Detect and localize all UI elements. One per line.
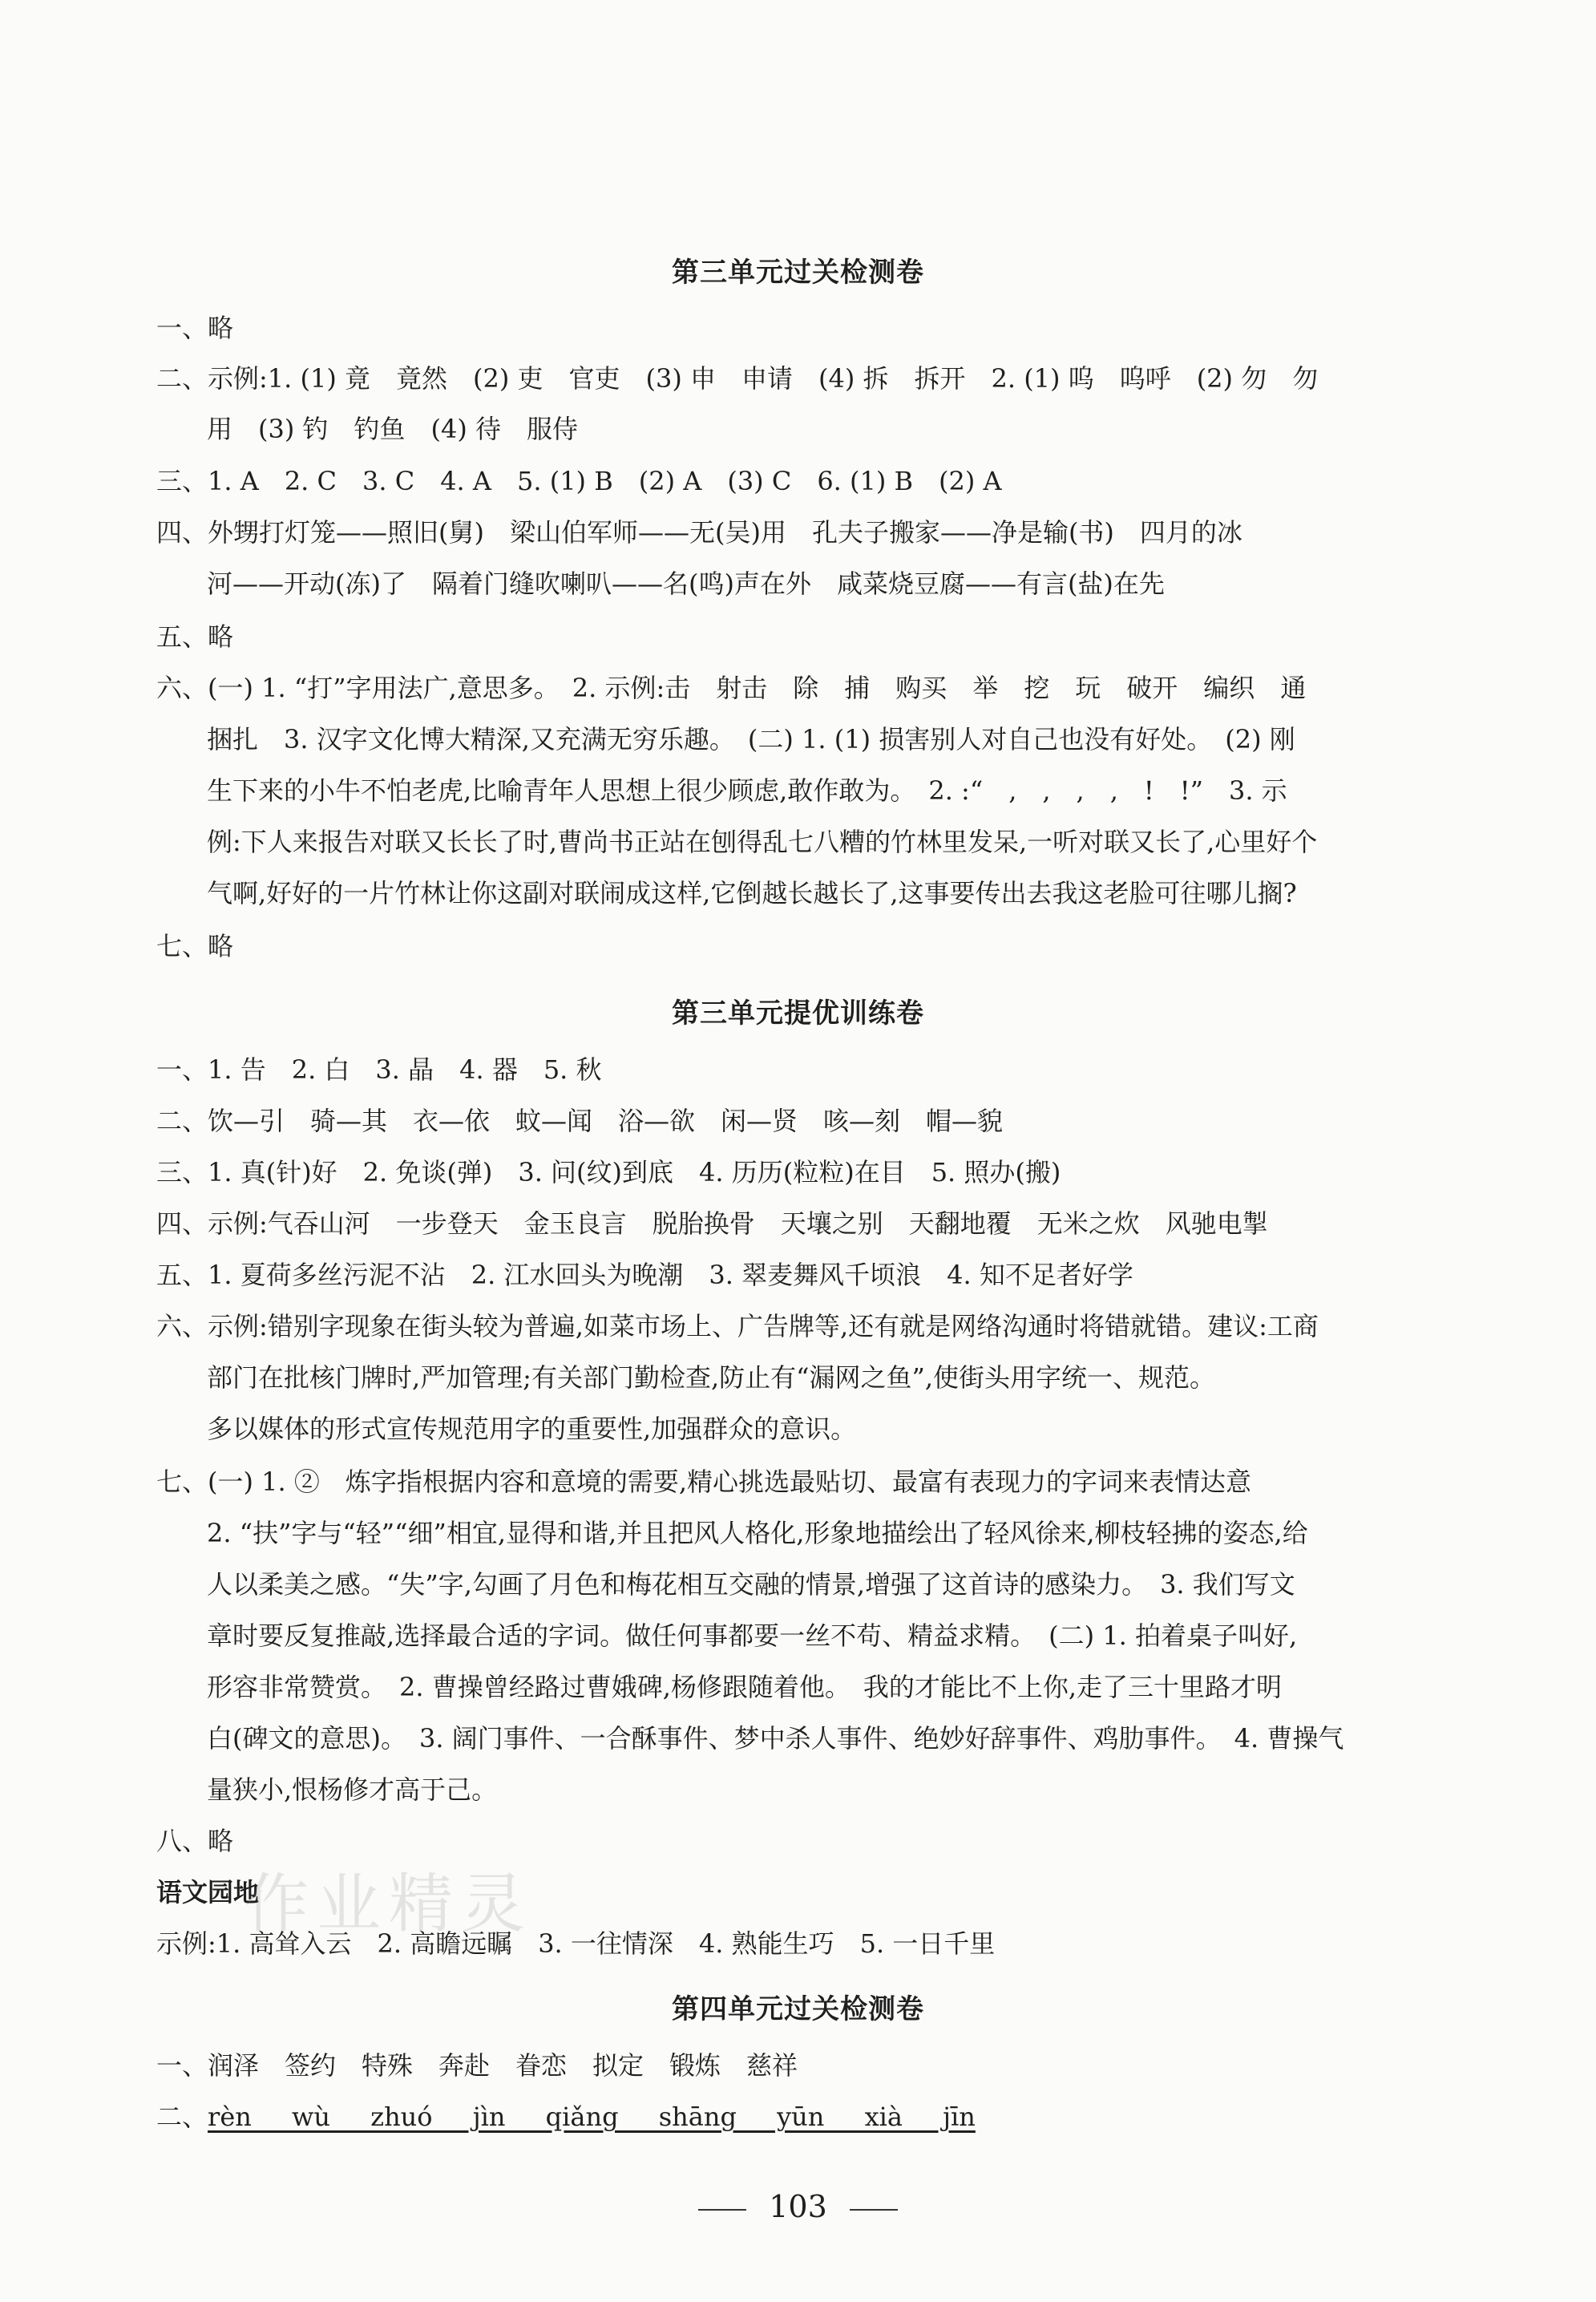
answer-line: 一、润泽 签约 特殊 奔赴 眷恋 拟定 锻炼 慈祥	[156, 2050, 798, 2081]
answer-line: 人以柔美之感。“失”字,勾画了月色和梅花相互交融的情景,增强了这首诗的感染力。 3. 我们写文	[207, 1569, 1295, 1600]
answer-line: 二、饮—引 骑—其 衣—依 蚊—闻 浴—欲 闲—贤 咳—刻 帽—貌	[156, 1106, 1004, 1136]
answer-line: 七、(一) 1. ② 炼字指根据内容和意境的需要,精心挑选最贴切、最富有表现力的字词来表情达意	[156, 1467, 1252, 1497]
section-title: 第四单元过关检测卷	[672, 1993, 924, 2025]
answer-line: 四、示例:气吞山河 一步登天 金玉良言 脱胎换骨 天壤之别 天翻地覆 无米之炊 风驰电掣	[156, 1208, 1268, 1239]
answer-line: 三、1. A 2. C 3. C 4. A 5. (1) B (2) A (3) C 6. (1) B (2) A	[156, 466, 1002, 496]
answer-line: 六、示例:错别字现象在街头较为普遍,如菜市场上、广告牌等,还有就是网络沟通时将错就错。建议:工商	[156, 1311, 1319, 1341]
answer-line: 形容非常赞赏。 2. 曹操曾经路过曹娥碑,杨修跟随着他。 我的才能比不上你,走了三十里路才明	[207, 1672, 1283, 1702]
answer-line: 五、略	[156, 621, 234, 652]
answer-line: 五、1. 夏荷多丝污泥不沾 2. 江水回头为晚潮 3. 翠麦舞风千顷浪 4. 知不足者好学	[156, 1260, 1133, 1290]
answer-line: 部门在批核门牌时,严加管理;有关部门勤检查,防止有“漏网之鱼”,使街头用字统一、规范。	[207, 1362, 1216, 1393]
answer-line: 七、略	[156, 931, 234, 961]
answer-line: 四、外甥打灯笼——照旧(舅) 梁山伯军师——无(吴)用 孔夫子搬家——净是输(书) 四月的冰	[156, 517, 1242, 548]
answer-line: 捆扎 3. 汉字文化博大精深,又充满无穷乐趣。 (二) 1. (1) 损害别人对自己也没有好处。 (2) 刚	[207, 724, 1295, 755]
answer-line: 三、1. 真(针)好 2. 免谈(弹) 3. 问(纹)到底 4. 历历(粒粒)在目 5. 照办(搬)	[156, 1157, 1061, 1187]
answer-line: 多以媒体的形式宣传规范用字的重要性,加强群众的意识。	[207, 1414, 857, 1444]
answer-line: 一、略	[156, 313, 234, 343]
section-title: 第三单元过关检测卷	[672, 257, 924, 289]
answer-line	[156, 2098, 976, 2136]
answer-line: 白(碑文的意思)。 3. 阔门事件、一合酥事件、梦中杀人事件、绝妙好辞事件、鸡肋事件。 4. 曹操气	[207, 1723, 1344, 1754]
answer-line: 章时要反复推敲,选择最合适的字词。做任何事都要一丝不苟、精益求精。 (二) 1. 拍着桌子叫好,	[207, 1620, 1298, 1651]
watermark: 作业精灵	[244, 1867, 533, 1941]
pinyin-answers: rèn wù zhuó jìn qiǎng shāng yūn xià jīn	[208, 2102, 976, 2132]
answer-line: 一、1. 告 2. 白 3. 晶 4. 器 5. 秋	[156, 1054, 602, 1085]
footer-dash-left	[698, 2209, 746, 2211]
page-number: 103	[769, 2189, 827, 2224]
answer-line: 河——开动(冻)了 隔着门缝吹喇叭——名(鸣)声在外 咸菜烧豆腐——有言(盐)在先	[207, 568, 1165, 599]
answer-line: 2. “扶”字与“轻”“细”相宜,显得和谐,并且把风人格化,形象地描绘出了轻风徐来,柳枝轻拂的姿态,给	[207, 1518, 1308, 1548]
page-number-footer	[0, 2189, 1596, 2224]
answer-line: 六、(一) 1. “打”字用法广,意思多。 2. 示例:击 射击 除 捕 购买 举 挖 玩 破开 编织 通	[156, 673, 1307, 703]
answer-prefix: 二、	[156, 2102, 208, 2132]
answer-line: 示例:1. 高耸入云 2. 高瞻远瞩 3. 一往情深 4. 熟能生巧 5. 一日千里	[156, 1928, 996, 1959]
answer-line: 气啊,好好的一片竹林让你这副对联闹成这样,它倒越长越长了,这事要传出去我这老脸可往哪儿搁?	[207, 878, 1297, 908]
answer-line: 用 (3) 钓 钓鱼 (4) 待 服侍	[207, 414, 579, 444]
subsection-title: 语文园地	[156, 1877, 260, 1908]
answer-line: 量狭小,恨杨修才高于己。	[207, 1774, 498, 1805]
section-title: 第三单元提优训练卷	[672, 997, 924, 1030]
footer-dash-right	[850, 2209, 898, 2211]
answer-line: 例:下人来报告对联又长长了时,曹尚书正站在刨得乱七八糟的竹林里发呆,一听对联又长了,心里好个	[207, 827, 1318, 857]
answer-line: 八、略	[156, 1826, 234, 1856]
answer-line: 生下来的小牛不怕老虎,比喻青年人思想上很少顾虑,敢作敢为。 2. :“ , , , , ! !” 3. 示	[207, 775, 1287, 806]
answer-line: 二、示例:1. (1) 竟 竟然 (2) 吏 官吏 (3) 申 申请 (4) 拆 拆开 2. (1) 呜 呜呼 (2) 勿 勿	[156, 363, 1319, 394]
